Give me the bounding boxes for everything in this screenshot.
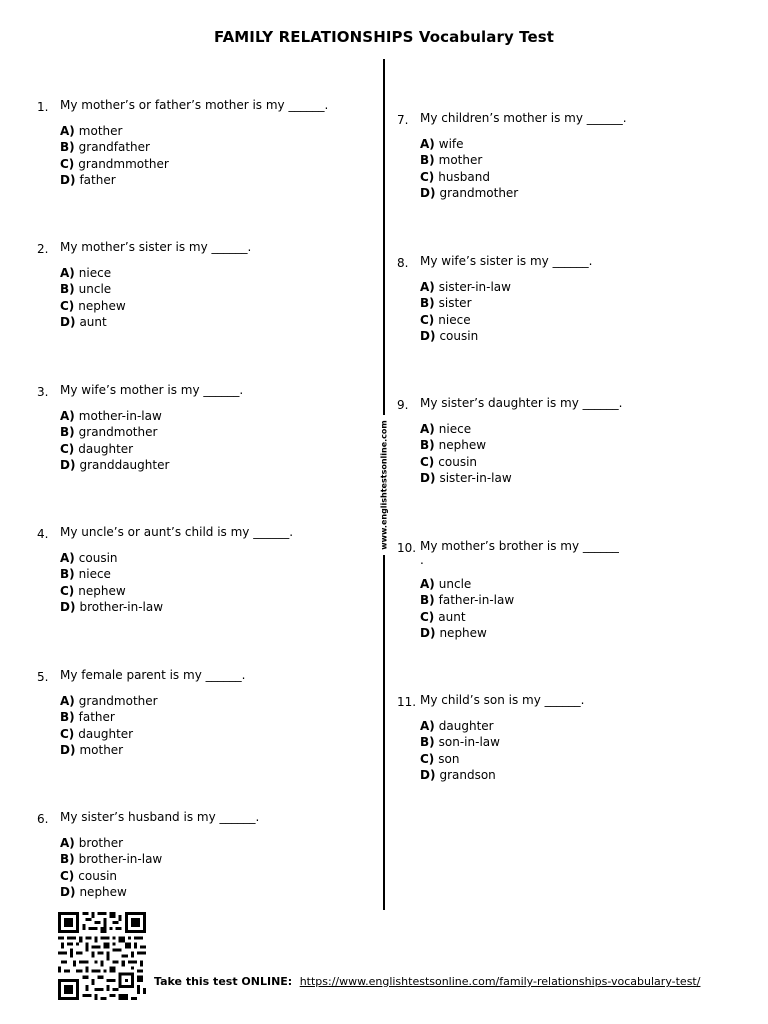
answer-options bbox=[60, 265, 126, 331]
answer-option-b[interactable]: B) nephew bbox=[420, 438, 487, 453]
answer-option-a[interactable]: A) brother bbox=[60, 836, 124, 850]
question-stem: My female parent is my ______. bbox=[60, 668, 246, 682]
question-stem: My children’s mother is my ______. bbox=[420, 111, 627, 125]
question-number: 5. bbox=[37, 670, 49, 684]
question-number: 3. bbox=[37, 385, 49, 399]
question-number: 8. bbox=[397, 256, 409, 270]
question-stem: My mother’s sister is my ______. bbox=[60, 240, 252, 254]
answer-option-d[interactable]: D) father bbox=[60, 173, 116, 188]
footer bbox=[154, 975, 700, 988]
answer-option-c[interactable]: C) nephew bbox=[60, 583, 126, 598]
question-number: 11. bbox=[397, 695, 417, 709]
question-stem: My mother’s brother is my ______ . bbox=[420, 539, 619, 567]
answer-option-c[interactable]: C) cousin bbox=[420, 454, 478, 469]
qr-code[interactable] bbox=[58, 912, 146, 1000]
question-stem: My wife’s sister is my ______. bbox=[420, 254, 593, 268]
answer-option-d[interactable]: D) cousin bbox=[420, 329, 479, 344]
answer-option-d[interactable]: D) brother-in-law bbox=[60, 600, 164, 615]
answer-option-a[interactable]: A) wife bbox=[420, 137, 464, 151]
answer-option-b[interactable]: B) brother-in-law bbox=[60, 852, 163, 867]
question-number: 10. bbox=[397, 541, 417, 555]
question-stem: My wife’s mother is my ______. bbox=[60, 383, 244, 397]
question-number: 4. bbox=[37, 527, 49, 541]
answer-option-a[interactable]: A) cousin bbox=[60, 551, 118, 565]
answer-options bbox=[420, 718, 500, 784]
answer-option-a[interactable]: A) daughter bbox=[420, 719, 494, 733]
answer-option-b[interactable]: B) grandmother bbox=[60, 425, 158, 440]
answer-option-c[interactable]: C) niece bbox=[420, 312, 471, 327]
footer-label: Take this test ONLINE: bbox=[154, 975, 293, 988]
answer-options bbox=[60, 408, 169, 474]
answer-options bbox=[60, 835, 162, 901]
answer-option-b[interactable]: B) son-in-law bbox=[420, 735, 500, 750]
question-stem: My uncle’s or aunt’s child is my ______. bbox=[60, 525, 294, 539]
question-stem: My child’s son is my ______. bbox=[420, 693, 585, 707]
answer-option-d[interactable]: D) mother bbox=[60, 743, 124, 758]
answer-options bbox=[420, 279, 511, 345]
answer-option-a[interactable]: A) sister-in-law bbox=[420, 280, 511, 294]
answer-option-d[interactable]: D) granddaughter bbox=[60, 458, 170, 473]
question-number: 7. bbox=[397, 113, 409, 127]
answer-options bbox=[420, 421, 512, 487]
question-number: 6. bbox=[37, 812, 49, 826]
answer-option-d[interactable]: D) nephew bbox=[60, 885, 127, 900]
question-stem: My sister’s husband is my ______. bbox=[60, 810, 260, 824]
question-stem: My mother’s or father’s mother is my ______. bbox=[60, 98, 329, 112]
answer-options bbox=[420, 136, 518, 202]
answer-option-b[interactable]: B) mother bbox=[420, 153, 483, 168]
answer-option-c[interactable]: C) aunt bbox=[420, 609, 466, 624]
answer-option-c[interactable]: C) daughter bbox=[60, 441, 134, 456]
answer-option-b[interactable]: B) uncle bbox=[60, 282, 112, 297]
answer-option-a[interactable]: A) niece bbox=[420, 422, 472, 436]
answer-option-c[interactable]: C) daughter bbox=[60, 726, 134, 741]
answer-option-b[interactable]: B) niece bbox=[60, 567, 111, 582]
answer-option-a[interactable]: A) grandmother bbox=[60, 694, 158, 708]
answer-option-c[interactable]: C) cousin bbox=[60, 868, 118, 883]
answer-options bbox=[60, 693, 158, 759]
answer-option-a[interactable]: A) mother bbox=[60, 124, 123, 138]
site-watermark: www.englishtestsonline.com bbox=[379, 420, 389, 550]
answer-option-a[interactable]: A) niece bbox=[60, 266, 112, 280]
answer-option-c[interactable]: C) grandmmother bbox=[60, 156, 169, 171]
question-number: 1. bbox=[37, 100, 49, 114]
answer-option-b[interactable]: B) father bbox=[60, 710, 115, 725]
answer-option-d[interactable]: D) grandmother bbox=[420, 186, 519, 201]
answer-option-b[interactable]: B) father-in-law bbox=[420, 593, 515, 608]
answer-option-d[interactable]: D) aunt bbox=[60, 315, 107, 330]
answer-option-d[interactable]: D) nephew bbox=[420, 626, 487, 641]
page-title: FAMILY RELATIONSHIPS Vocabulary Test bbox=[213, 28, 555, 46]
answer-option-c[interactable]: C) husband bbox=[420, 169, 490, 184]
answer-option-c[interactable]: C) son bbox=[420, 751, 460, 766]
answer-option-b[interactable]: B) grandfather bbox=[60, 140, 150, 155]
answer-option-b[interactable]: B) sister bbox=[420, 296, 472, 311]
answer-option-d[interactable]: D) sister-in-law bbox=[420, 471, 512, 486]
answer-options bbox=[60, 123, 169, 189]
answer-options bbox=[420, 576, 514, 642]
answer-option-d[interactable]: D) grandson bbox=[420, 768, 496, 783]
answer-option-a[interactable]: A) uncle bbox=[420, 577, 472, 591]
answer-option-c[interactable]: C) nephew bbox=[60, 298, 126, 313]
answer-options bbox=[60, 550, 163, 616]
question-number: 9. bbox=[397, 398, 409, 412]
answer-option-a[interactable]: A) mother-in-law bbox=[60, 409, 162, 423]
question-number: 2. bbox=[37, 242, 49, 256]
test-online-link[interactable]: https://www.englishtestsonline.com/family-relationships-vocabulary-test/ bbox=[299, 975, 701, 988]
question-stem: My sister’s daughter is my ______. bbox=[420, 396, 623, 410]
